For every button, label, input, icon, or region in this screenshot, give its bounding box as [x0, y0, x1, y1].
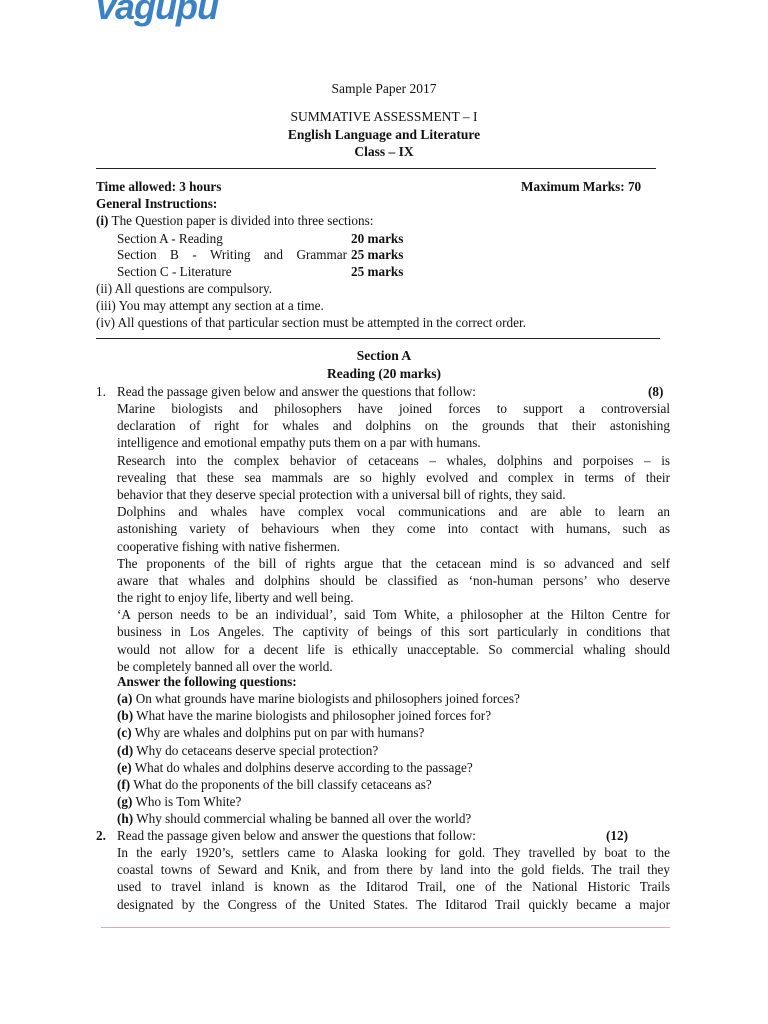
sub-question-label: (c) [117, 725, 132, 741]
passage-line: intelligence and emotional empathy puts them on a par with humans. [117, 435, 481, 451]
section-row-marks: 20 marks [351, 231, 404, 246]
passage-line: In the early 1920’s, settlers came to Alaska looking for gold. They travelled by boat to the [117, 845, 670, 860]
instruction-iv: (iv) All questions of that particular section must be attempted in the correct order. [96, 315, 526, 330]
sub-question-text: On what grounds have marine biologists and philosophers joined forces? [132, 691, 520, 706]
section-row-name: Section C - Literature [117, 264, 232, 279]
publisher-logo: vagupu [96, 0, 219, 27]
passage-line: used to travel inland is known as the Iditarod Trail, one of the National Historic Trails [117, 879, 670, 895]
sub-question-text: What do whales and dolphins deserve according to the passage? [131, 759, 473, 775]
sub-question-label: (a) [117, 691, 133, 706]
passage-line: Research into the complex behavior of cetaceans – whales, dolphins and porpoises – is [117, 452, 670, 468]
time-allowed: Time allowed: 3 hours [96, 179, 222, 194]
passage-line: The proponents of the bill of rights argue that the cetacean mind is so advanced and self [117, 555, 670, 571]
passage-line: ‘A person needs to be an individual’, said Tom White, a philosopher at the Hilton Centre for [117, 607, 670, 623]
divider-top [96, 168, 656, 169]
page-footer-rule [101, 927, 670, 928]
section-row-name: Section A - Reading [117, 231, 223, 246]
passage-line: be completely banned all over the world. [117, 658, 333, 674]
passage-1 [117, 400, 670, 675]
sub-question [117, 707, 520, 724]
sub-question-label: (b) [117, 708, 134, 724]
sub-question-text: Why should commercial whaling be banned all over the world? [133, 811, 472, 827]
section-row-name: Section B - Writing and Grammar [117, 247, 347, 262]
passage-line: Dolphins and whales have complex vocal communications and are able to learn an [117, 504, 670, 520]
passage-line: aware that whales and dolphins should be classified as ‘non-human persons’ who deserve [117, 572, 670, 588]
sub-question [117, 690, 520, 707]
section-title: Section A [356, 348, 412, 363]
sub-question-text: What have the marine biologists and philosopher joined forces for? [133, 708, 492, 724]
passage-line: behavior that they deserve special protection with a universal bill of rights, they said. [117, 486, 566, 502]
question-prompt: Read the passage given below and answer the questions that follow: [117, 828, 476, 843]
section-row-marks: 25 marks [351, 247, 404, 262]
sub-question [117, 793, 520, 810]
sub-question-text: Why do cetaceans deserve special protection? [133, 742, 379, 758]
section-subtitle: Reading (20 marks) [327, 366, 441, 381]
answer-instructions: Answer the following questions: [117, 674, 297, 689]
instruction-ii: (ii) All questions are compulsory. [96, 281, 273, 296]
section-row-marks: 25 marks [351, 264, 404, 279]
question-number: 1. [96, 384, 106, 399]
passage-line: business in Los Angeles. The captivity of beings of this sort particularly in conditions that [117, 624, 670, 640]
passage-2 [117, 844, 670, 913]
subject-title: English Language and Literature [287, 127, 481, 142]
sub-question-label: (f) [117, 776, 131, 792]
sub-question-label: (g) [117, 794, 133, 810]
instruction-i-text: The Question paper is divided into three sections: [108, 213, 374, 228]
instruction-i [96, 212, 373, 229]
instruction-i-label: (i) [96, 213, 109, 228]
passage-line: designated by the Congress of the United States. The Iditarod Trail quickly became a major [117, 896, 670, 912]
question-list [117, 690, 520, 828]
sub-question [117, 776, 520, 793]
sub-question-label: (h) [117, 811, 134, 827]
question-prompt: Read the passage given below and answer the questions that follow: [117, 384, 476, 399]
sub-question [117, 724, 520, 741]
sub-question-label: (d) [117, 742, 134, 758]
question-number: 2. [96, 828, 106, 843]
passage-line: Marine biologists and philosophers have joined forces to support a controversial [117, 401, 670, 416]
sub-question [117, 810, 520, 827]
sub-question [117, 742, 520, 759]
sub-question-text: Why are whales and dolphins put on par with humans? [131, 725, 425, 741]
question-marks: (12) [606, 828, 628, 843]
passage-line: cooperative fishing with native fishermen. [117, 538, 341, 554]
sub-question-text: Who is Tom White? [132, 794, 242, 810]
passage-line: would not allow for a decent life is ethically unacceptable. So commercial whaling should [117, 641, 670, 657]
sub-question-label: (e) [117, 759, 132, 775]
assessment-title: SUMMATIVE ASSESSMENT – I [290, 109, 478, 124]
general-instructions-title: General Instructions: [96, 196, 218, 211]
passage-line: declaration of right for whales and dolphins on the grounds that their astonishing [117, 418, 670, 434]
passage-line: astonishing variety of behaviours when they come into contact with humans, such as [117, 521, 670, 537]
class-title: Class – IX [354, 144, 414, 159]
sub-question-text: What do the proponents of the bill classify cetaceans as? [130, 776, 432, 792]
passage-line: the right to enjoy life, liberty and well being. [117, 590, 354, 606]
divider-bottom [96, 338, 660, 339]
instruction-iii: (iii) You may attempt any section at a time. [96, 298, 324, 313]
maximum-marks: Maximum Marks: 70 [521, 179, 642, 194]
question-marks: (8) [648, 384, 664, 399]
sample-paper-title: Sample Paper 2017 [331, 81, 437, 96]
passage-line: revealing that these sea mammals are so highly evolved and complex in terms of their [117, 469, 670, 485]
passage-line: coastal towns of Seward and Knik, and from there by land into the gold fields. The trail they [117, 862, 670, 878]
sub-question [117, 759, 520, 776]
